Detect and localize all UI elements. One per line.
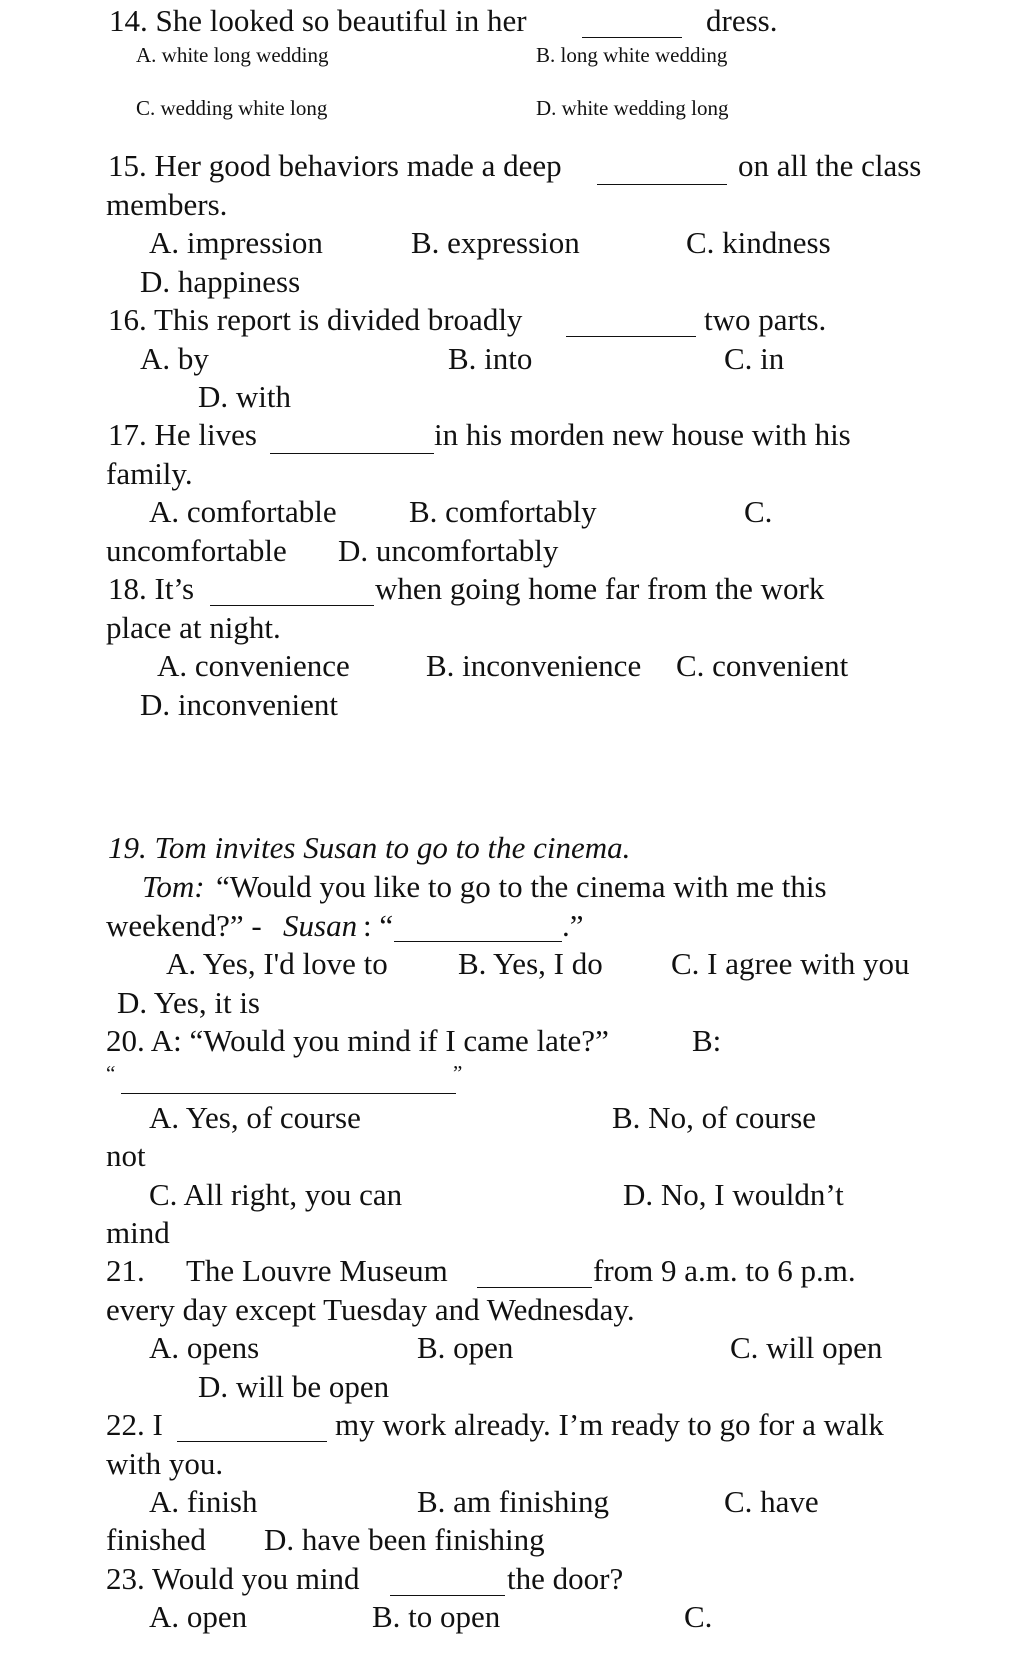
- q14-option-d: D. white wedding long: [536, 96, 729, 120]
- q20-option-c: C. All right, you can: [149, 1177, 403, 1212]
- q17-option-c: uncomfortable: [106, 533, 287, 568]
- q23-option-b: B. to open: [372, 1599, 501, 1634]
- q22-stem: 22. I: [106, 1407, 163, 1442]
- q22-option-d: D. have been finishing: [264, 1522, 545, 1557]
- q20-answer-blank: [121, 1093, 456, 1094]
- q17-answer-blank: [270, 453, 434, 454]
- q19-susan-label: Susan: [283, 908, 358, 943]
- q16-option-c: C. in: [724, 341, 785, 376]
- q23-option-a: A. open: [149, 1599, 248, 1634]
- q18-stem-cont: place at night.: [106, 610, 281, 645]
- q19-option-c: C. I agree with you: [671, 946, 910, 981]
- q23-stem: 23. Would you mind: [106, 1561, 360, 1596]
- q21-stem-cont: every day except Tuesday and Wednesday.: [106, 1292, 635, 1327]
- q15-stem-end: on all the class: [738, 148, 922, 183]
- q23-option-c-label: C.: [684, 1599, 713, 1634]
- q16-option-d: D. with: [198, 379, 291, 414]
- q20-stem-b: B:: [692, 1023, 722, 1058]
- q21-option-d: D. will be open: [198, 1369, 390, 1404]
- q21-option-a: A. opens: [149, 1330, 260, 1365]
- q21-number: 21.: [106, 1253, 145, 1288]
- q21-option-c: C. will open: [730, 1330, 883, 1365]
- q23-answer-blank: [390, 1595, 505, 1596]
- q20-open-quote: “: [106, 1061, 116, 1085]
- q15-option-c: C. kindness: [686, 225, 831, 260]
- q20-option-d-cont: mind: [106, 1215, 170, 1250]
- q17-option-d: D. uncomfortably: [338, 533, 559, 568]
- q20-close-quote: ”: [453, 1061, 463, 1085]
- q16-option-b: B. into: [448, 341, 533, 376]
- q16-stem-end: two parts.: [704, 302, 827, 337]
- q14-option-c: C. wedding white long: [136, 96, 328, 120]
- q15-option-a: A. impression: [149, 225, 323, 260]
- q18-option-a: A. convenience: [157, 648, 350, 683]
- q17-stem-end: in his morden new house with his: [434, 417, 851, 452]
- q21-option-b: B. open: [417, 1330, 514, 1365]
- q15-option-d: D. happiness: [140, 264, 301, 299]
- q18-stem: 18. It’s: [108, 571, 195, 606]
- q22-answer-blank: [177, 1441, 327, 1442]
- q19-answer-blank: [394, 941, 562, 942]
- q19-line2-start: weekend?” -: [106, 908, 262, 943]
- q20-option-d: D. No, I wouldn’t: [623, 1177, 844, 1212]
- q16-stem: 16. This report is divided broadly: [108, 302, 523, 337]
- q22-option-c-cont: finished: [106, 1522, 206, 1557]
- q19-line2-quote: : “: [363, 908, 394, 943]
- q19-line2-end: .”: [562, 908, 584, 943]
- q17-option-b: B. comfortably: [409, 494, 597, 529]
- q14-stem: 14. She looked so beautiful in her: [109, 3, 527, 38]
- q14-option-a: A. white long wedding: [136, 43, 329, 67]
- q19-option-b: B. Yes, I do: [458, 946, 603, 981]
- q22-option-b: B. am finishing: [417, 1484, 610, 1519]
- q15-answer-blank: [597, 184, 727, 185]
- q18-answer-blank: [210, 605, 374, 606]
- q15-option-b: B. expression: [411, 225, 580, 260]
- q22-option-a: A. finish: [149, 1484, 258, 1519]
- q16-option-a: A. by: [140, 341, 209, 376]
- q17-stem: 17. He lives: [108, 417, 257, 452]
- q19-tom-label: Tom:: [142, 869, 205, 904]
- q20-stem: 20. A: “Would you mind if I came late?”: [106, 1023, 609, 1058]
- q19-tom-line: “Would you like to go to the cinema with me this: [216, 869, 827, 904]
- q22-option-c-label: C. have: [724, 1484, 819, 1519]
- q17-option-c-label: C.: [744, 494, 773, 529]
- q21-stem: The Louvre Museum: [186, 1253, 448, 1288]
- q14-stem-end: dress.: [706, 3, 778, 38]
- q22-stem-cont: with you.: [106, 1446, 224, 1481]
- q17-stem-cont: family.: [106, 456, 193, 491]
- q14-option-b: B. long white wedding: [536, 43, 728, 67]
- q17-option-a: A. comfortable: [149, 494, 337, 529]
- q19-option-d: D. Yes, it is: [117, 985, 260, 1020]
- q14-answer-blank: [582, 37, 682, 38]
- q15-stem: 15. Her good behaviors made a deep: [108, 148, 562, 183]
- q18-option-c: C. convenient: [676, 648, 849, 683]
- q21-stem-end: from 9 a.m. to 6 p.m.: [593, 1253, 856, 1288]
- q18-option-d: D. inconvenient: [140, 687, 339, 722]
- q20-option-b-cont: not: [106, 1138, 146, 1173]
- q18-stem-end: when going home far from the work: [375, 571, 825, 606]
- q20-option-a: A. Yes, of course: [149, 1100, 361, 1135]
- q21-answer-blank: [477, 1287, 592, 1288]
- q22-stem-end: my work already. I’m ready to go for a walk: [335, 1407, 884, 1442]
- q15-stem-cont: members.: [106, 187, 228, 222]
- q18-option-b: B. inconvenience: [426, 648, 642, 683]
- q16-answer-blank: [566, 336, 696, 337]
- q19-option-a: A. Yes, I'd love to: [166, 946, 388, 981]
- q20-option-b: B. No, of course: [612, 1100, 817, 1135]
- q23-stem-end: the door?: [507, 1561, 624, 1596]
- q19-stem: 19. Tom invites Susan to go to the cinema.: [108, 830, 631, 865]
